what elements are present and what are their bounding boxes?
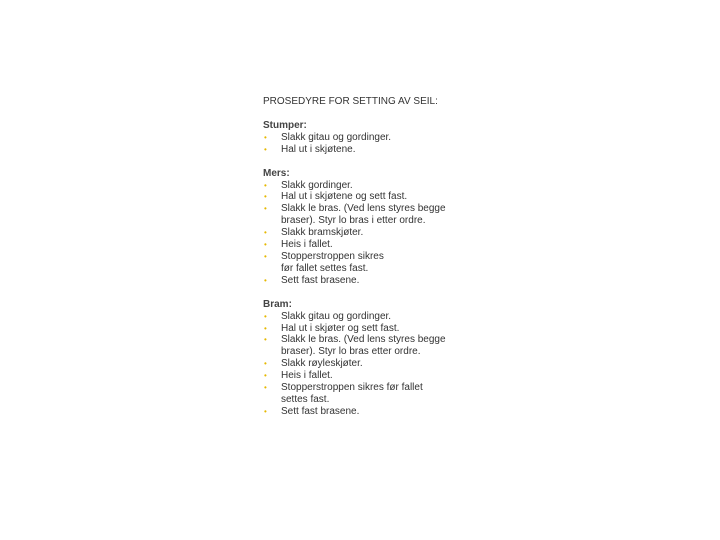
bullet-icon: • [264, 335, 267, 345]
step-list [263, 132, 503, 156]
step-text: Hal ut i skjøtene og sett fast. [281, 191, 408, 203]
bullet-icon: • [264, 192, 267, 202]
step-text: Slakk le bras. (Ved lens styres begge braser). Styr lo bras etter ordre. [281, 334, 446, 358]
bullet-icon: • [264, 240, 267, 250]
document-title: PROSEDYRE FOR SETTING AV SEIL: [263, 96, 438, 107]
step-text: Stopperstroppen sikres før fallet settes fast. [281, 250, 384, 274]
list-item [263, 311, 503, 323]
step-text: Slakk gordinger. [281, 179, 353, 191]
step-text: Sett fast brasene. [281, 405, 360, 417]
list-item [263, 203, 503, 227]
step-list [263, 311, 503, 418]
list-item [263, 227, 503, 239]
bullet-icon: • [264, 204, 267, 214]
list-item [263, 275, 503, 287]
bullet-icon: • [264, 180, 267, 190]
list-item [263, 382, 503, 406]
list-item [263, 370, 503, 382]
bullet-icon: • [264, 311, 267, 321]
section-heading: Mers: [263, 167, 290, 179]
step-text: Slakk røyleskjøter. [281, 358, 363, 370]
list-item [263, 358, 503, 370]
bullet-icon: • [264, 132, 267, 142]
bullet-icon: • [264, 383, 267, 393]
bullet-icon: • [264, 371, 267, 381]
step-text: Heis i fallet. [281, 239, 333, 251]
bullet-icon: • [264, 228, 267, 238]
sections-container [263, 120, 503, 418]
bullet-icon: • [264, 323, 267, 333]
section-heading: Bram: [263, 298, 292, 310]
step-text: Hal ut i skjøtene. [281, 143, 356, 155]
step-text: Slakk le bras. (Ved lens styres begge braser). Styr lo bras i etter ordre. [281, 203, 446, 227]
bullet-icon: • [264, 251, 267, 261]
list-item [263, 239, 503, 251]
bullet-icon: • [264, 144, 267, 154]
list-item [263, 406, 503, 418]
bullet-icon: • [264, 359, 267, 369]
list-item [263, 334, 503, 358]
step-text: Slakk bramskjøter. [281, 227, 364, 239]
list-item [263, 323, 503, 335]
list-item [263, 191, 503, 203]
bullet-icon: • [264, 275, 267, 285]
step-text: Slakk gitau og gordinger. [281, 310, 392, 322]
step-text: Slakk gitau og gordinger. [281, 131, 392, 143]
list-item [263, 132, 503, 144]
step-text: Hal ut i skjøter og sett fast. [281, 322, 400, 334]
procedure-section [263, 120, 503, 156]
step-text: Sett fast brasene. [281, 274, 360, 286]
step-list [263, 180, 503, 287]
step-text: Stopperstroppen sikres før fallet settes fast. [281, 382, 423, 405]
list-item [263, 180, 503, 192]
section-heading: Stumper: [263, 119, 307, 131]
bullet-icon: • [264, 406, 267, 416]
list-item [263, 144, 503, 156]
procedure-section [263, 299, 503, 418]
procedure-section [263, 168, 503, 287]
step-text: Heis i fallet. [281, 370, 333, 382]
list-item [263, 251, 503, 275]
procedure-document [263, 96, 503, 430]
